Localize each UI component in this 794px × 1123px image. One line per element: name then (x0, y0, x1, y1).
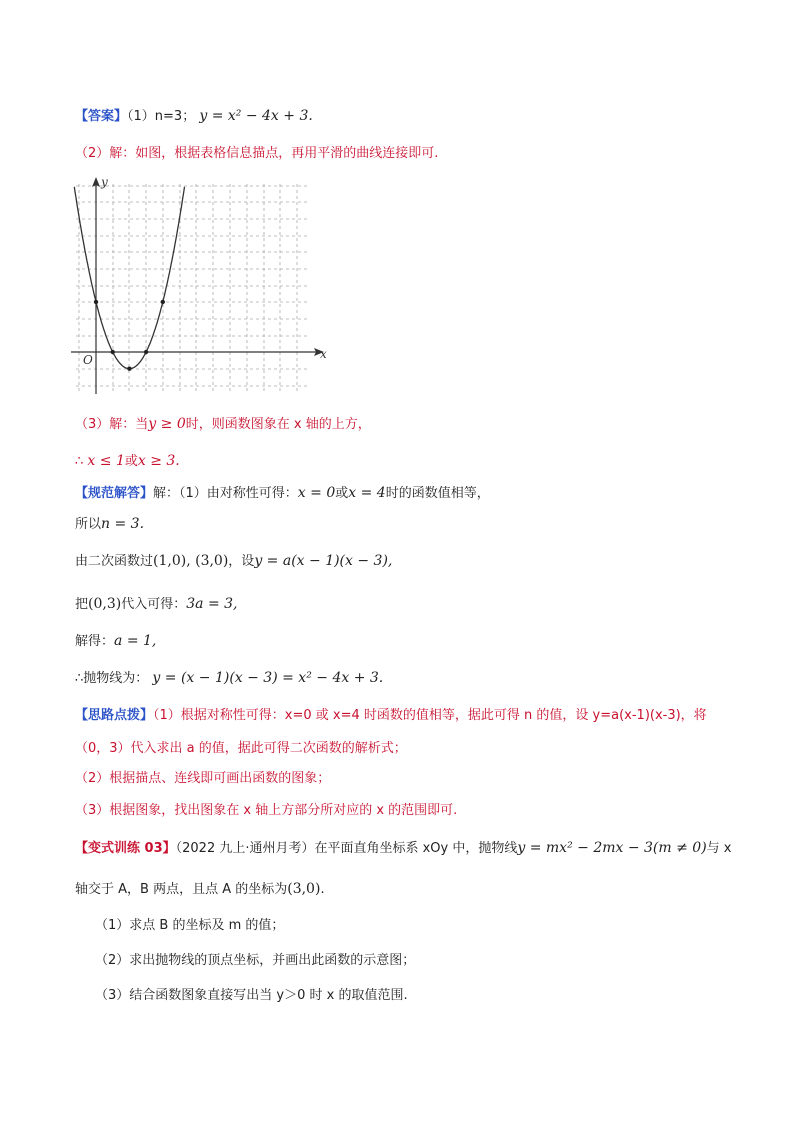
std-line-4 (75, 595, 237, 614)
std-l4-b: 代入可得： (121, 597, 187, 612)
exercise-l2-a: 轴交于 A，B 两点，且点 A 的坐标为 (75, 882, 288, 897)
hint-line-4: （3）根据图象，找出图象在 x 轴上方部分所对应的 x 的范围即可. (75, 803, 458, 818)
exercise-l1-a: （2022 九上·通州月考）在平面直角坐标系 xOy 中，抛物线 (175, 841, 518, 856)
std-l1-m1: x = 0 (297, 485, 336, 501)
answer-tag: 【答案】 (75, 109, 128, 124)
exercise-l2-b: . (320, 882, 325, 897)
curve-point (127, 367, 131, 371)
exercise-q3: （3）结合函数图象直接写出当 y＞0 时 x 的取值范围. (95, 988, 408, 1003)
part3-line (75, 415, 371, 434)
exercise-line-2 (75, 880, 325, 899)
hint-line-3: （2）根据描点、连线即可画出函数的图象； (75, 771, 331, 786)
hint-tag: 【思路点拨】 (75, 708, 154, 723)
exercise-l1-m: y = mx² − 2mx − 3(m ≠ 0) (517, 840, 707, 856)
std-tag: 【规范解答】 (75, 486, 154, 501)
std-l3-a: 由二次函数过 (75, 554, 154, 569)
result-2: x ≥ 3. (137, 453, 180, 469)
std-line-6 (75, 669, 383, 688)
result-1: x ≤ 1 (87, 453, 125, 469)
answer-formula: y = x² − 4x + 3. (199, 108, 313, 124)
std-l1-m2: x = 4 (348, 485, 386, 501)
std-l3-m: y = a(x − 1)(x − 3), (254, 553, 393, 569)
hint-l1: （1）根据对称性可得：x=0 或 x=4 时函数的值相等，据此可得 n 的值，设 y=a(x-1)(x-3)，将 (153, 708, 707, 723)
x-axis-label: x (320, 347, 327, 361)
std-line-2 (75, 515, 144, 534)
std-line-3 (75, 552, 392, 571)
std-l5-a: 解得： (75, 634, 115, 649)
curve-point (161, 300, 165, 304)
std-l3-points: (1,0), (3,0) (153, 553, 229, 569)
std-line-5 (75, 632, 156, 651)
exercise-q1: （1）求点 B 的坐标及 m 的值； (95, 918, 285, 933)
exercise-tag: 【变式训练 03】 (75, 841, 176, 856)
exercise-q2: （2）求出抛物线的顶点坐标，并画出此函数的示意图； (95, 953, 416, 968)
y-axis-label: y (101, 175, 108, 189)
std-l6-m: y = (x − 1)(x − 3) = x² − 4x + 3. (152, 670, 384, 686)
result-or: 或 (124, 454, 138, 469)
std-l1-or: 或 (335, 486, 349, 501)
part2-text: （2）解：如图，根据表格信息描点，再用平滑的曲线连接即可. (75, 146, 439, 161)
hint-line-1 (75, 707, 707, 725)
exercise-l2-point: (3,0) (287, 881, 321, 897)
curve-point (144, 350, 148, 354)
std-l1-b: 时的函数值相等， (385, 486, 490, 501)
std-l2-a: 所以 (75, 517, 102, 532)
exercise-line-1 (75, 839, 732, 858)
parabola-graph (68, 174, 330, 400)
part3-pre: （3）解：当 (75, 417, 149, 432)
part3-condition: y ≥ 0 (148, 416, 186, 432)
curve-point (111, 350, 115, 354)
origin-label: O (83, 353, 93, 367)
std-l6-a: ∴抛物线为： (75, 671, 149, 686)
exercise-l1-b: 与 x (706, 841, 732, 856)
std-l1-a: 解：（1）由对称性可得： (153, 486, 298, 501)
std-line-1 (75, 484, 490, 503)
hint-line-2: （0，3）代入求出 a 的值，据此可得二次函数的解析式； (75, 741, 407, 756)
std-l4-point: (0,3) (88, 596, 122, 612)
answer-part1: （1）n=3； (127, 109, 196, 124)
std-l4-a: 把 (75, 597, 89, 612)
curve-point (94, 300, 98, 304)
therefore-symbol: ∴ (75, 454, 84, 469)
curve-points (94, 300, 165, 371)
std-l4-m: 3a = 3, (186, 596, 238, 612)
part3-post: 时，则函数图象在 x 轴的上方， (185, 417, 371, 432)
std-l3-b: ，设 (228, 554, 255, 569)
grid (76, 184, 308, 394)
std-l2-m: n = 3. (101, 516, 145, 532)
std-l5-m: a = 1, (114, 633, 157, 649)
answer-line (75, 107, 313, 126)
part3-result (75, 452, 180, 471)
